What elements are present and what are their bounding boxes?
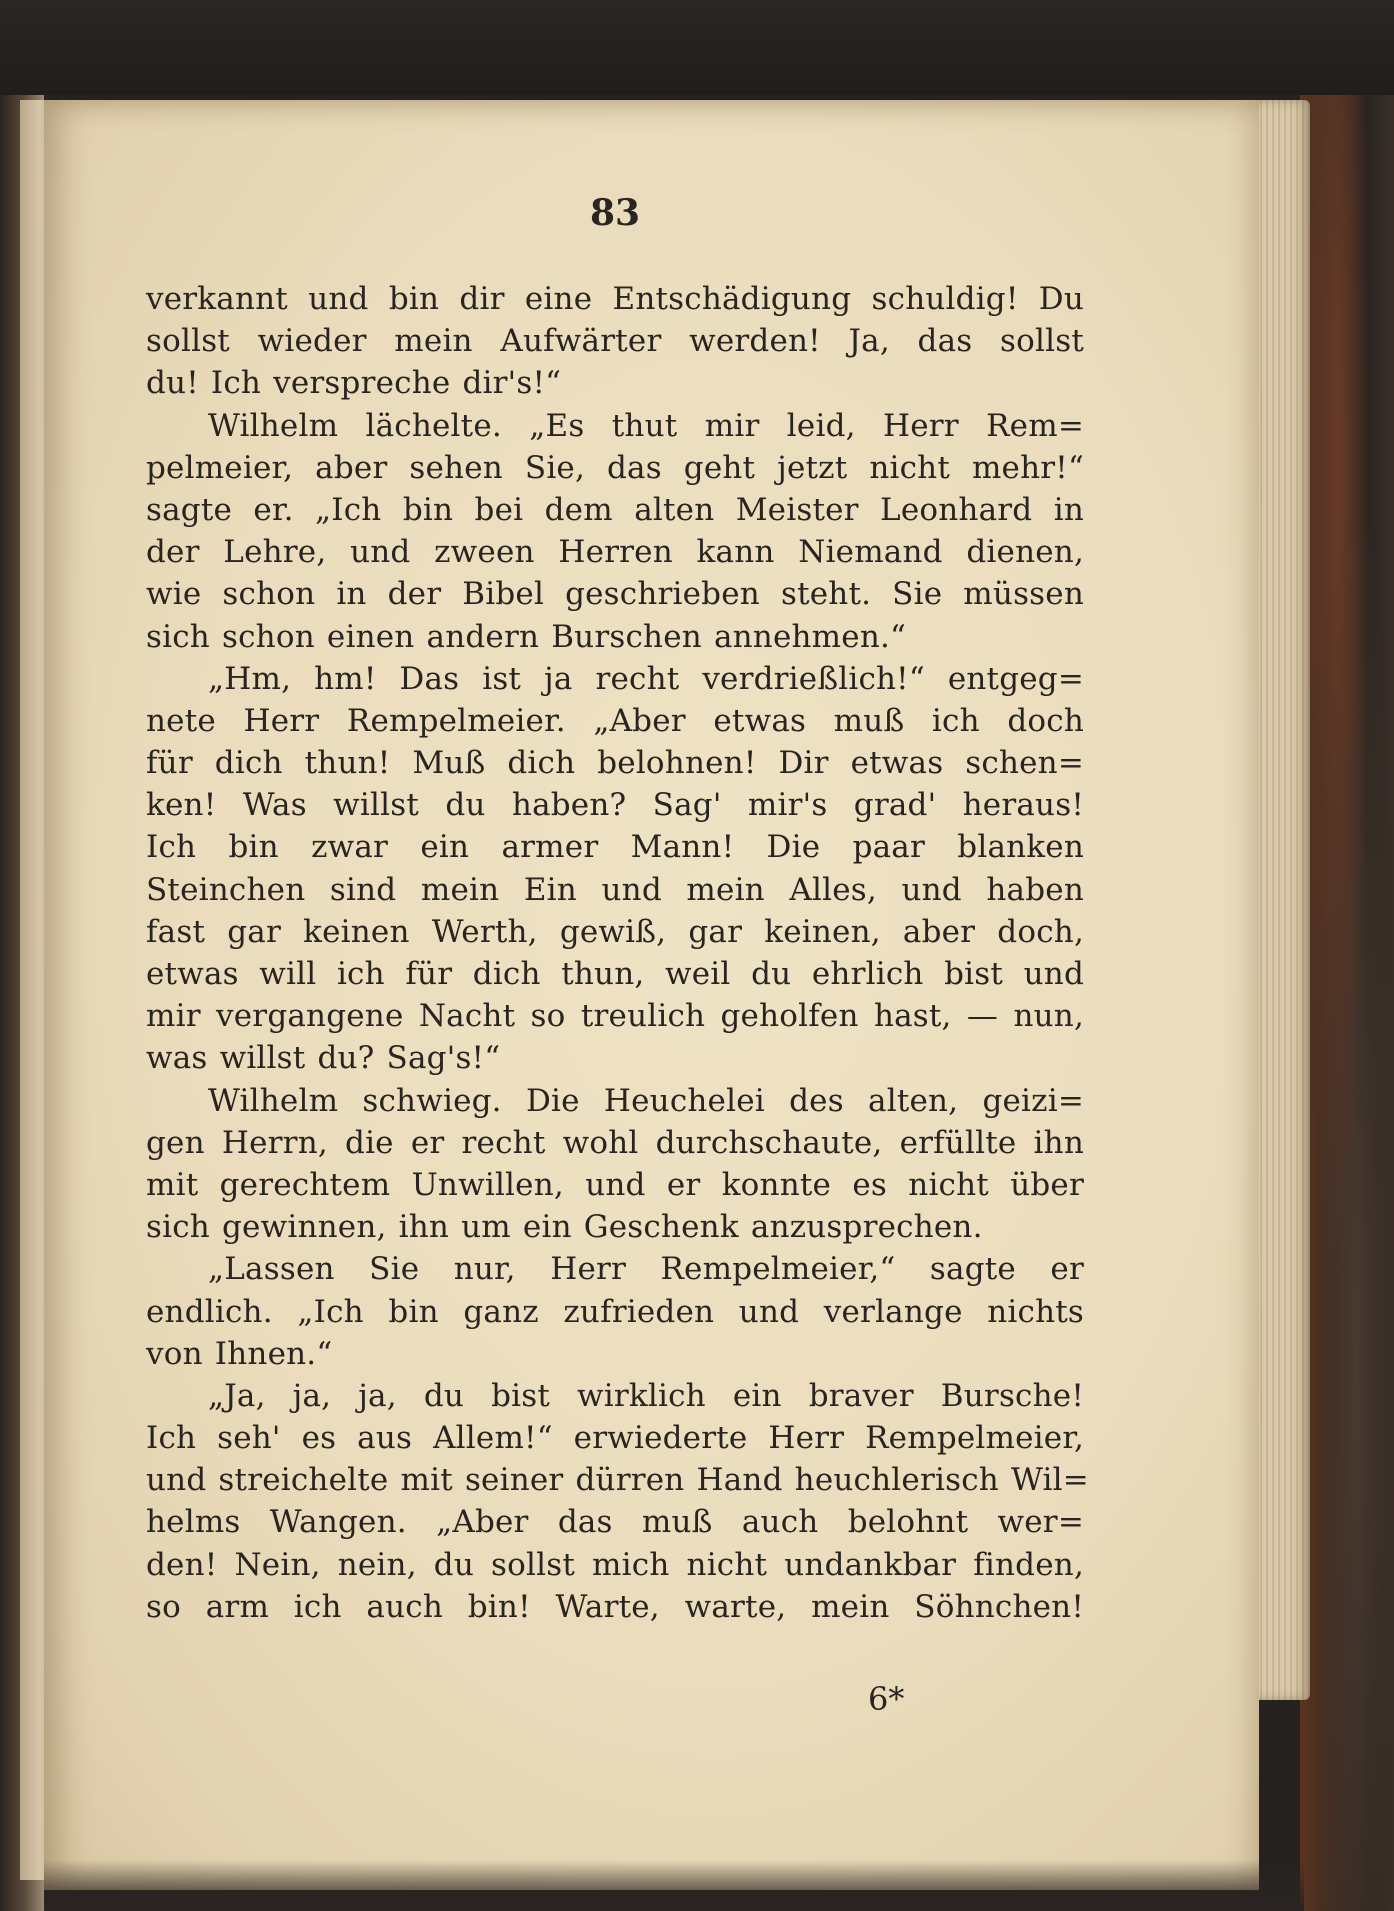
text-line: sollst wieder mein Aufwärter werden! Ja, das sollst	[146, 323, 1084, 360]
text-line: Wilhelm lächelte. „Es thut mir leid, Herr Rem=	[208, 407, 1084, 444]
text-line: sich schon einen andern Burschen annehmen.“	[146, 618, 907, 655]
text-line: nete Herr Rempelmeier. „Aber etwas muß ich doch	[146, 702, 1084, 739]
text-line: der Lehre, und zween Herren kann Niemand dienen,	[146, 534, 1084, 571]
text-line: helms Wangen. „Aber das muß auch belohnt wer=	[146, 1504, 1084, 1541]
text-line: den! Nein, nein, du sollst mich nicht undankbar finden,	[146, 1546, 1084, 1583]
text-line: gen Herrn, die er recht wohl durchschaute, erfüllte ihn	[146, 1124, 1084, 1161]
text-line: „Hm, hm! Das ist ja recht verdrießlich!“ entgeg=	[208, 660, 1084, 697]
text-line: so arm ich auch bin! Warte, warte, mein Söhnchen!	[146, 1588, 1084, 1625]
page-number: 83	[589, 192, 641, 234]
text-line: mir vergangene Nacht so treulich geholfen hast, — nun,	[146, 998, 1084, 1035]
text-line: pelmeier, aber sehen Sie, das geht jetzt nicht mehr!“	[146, 449, 1084, 486]
signature-mark: 6*	[868, 1680, 905, 1718]
page-bottom-shadow	[44, 1860, 1304, 1911]
text-line: für dich thun! Muß dich belohnen! Dir etwas schen=	[146, 745, 1084, 782]
text-line: verkannt und bin dir eine Entschädigung schuldig! Du	[146, 281, 1084, 317]
text-line: was willst du? Sag's!“	[146, 1040, 501, 1077]
text-line: sich gewinnen, ihn um ein Geschenk anzusprechen.	[146, 1209, 983, 1246]
text-line: endlich. „Ich bin ganz zufrieden und verlange nichts	[146, 1293, 1084, 1330]
text-line: Ich seh' es aus Allem!“ erwiederte Herr Rempelmeier,	[146, 1420, 1084, 1457]
text-line: Ich bin zwar ein armer Mann! Die paar blanken	[146, 829, 1084, 866]
text-line: wie schon in der Bibel geschrieben steht. Sie müssen	[146, 576, 1084, 613]
book-cover-edge	[1300, 95, 1394, 1911]
text-line: etwas will ich für dich thun, weil du ehrlich bist und	[146, 956, 1084, 992]
text-line: Wilhelm schwieg. Die Heuchelei des alten, geizi=	[208, 1082, 1084, 1119]
text-line: du! Ich verspreche dir's!“	[146, 365, 562, 402]
text-line: „Ja, ja, ja, du bist wirklich ein braver Bursche!	[208, 1377, 1084, 1414]
body-text	[146, 278, 1089, 1628]
text-line: mit gerechtem Unwillen, und er konnte es nicht über	[146, 1166, 1084, 1203]
text-line: von Ihnen.“	[146, 1335, 333, 1372]
scanner-top-edge	[0, 0, 1394, 95]
text-line: ken! Was willst du haben? Sag' mir's grad' heraus!	[146, 787, 1084, 824]
text-line: fast gar keinen Werth, gewiß, gar keinen, aber doch,	[146, 913, 1084, 950]
text-line: sagte er. „Ich bin bei dem alten Meister Leonhard in	[146, 491, 1084, 528]
text-line: und streichelte mit seiner dürren Hand heuchlerisch Wil=	[146, 1462, 1089, 1499]
text-line: „Lassen Sie nur, Herr Rempelmeier,“ sagte er	[208, 1251, 1084, 1288]
text-line: Steinchen sind mein Ein und mein Alles, und haben	[146, 871, 1084, 908]
